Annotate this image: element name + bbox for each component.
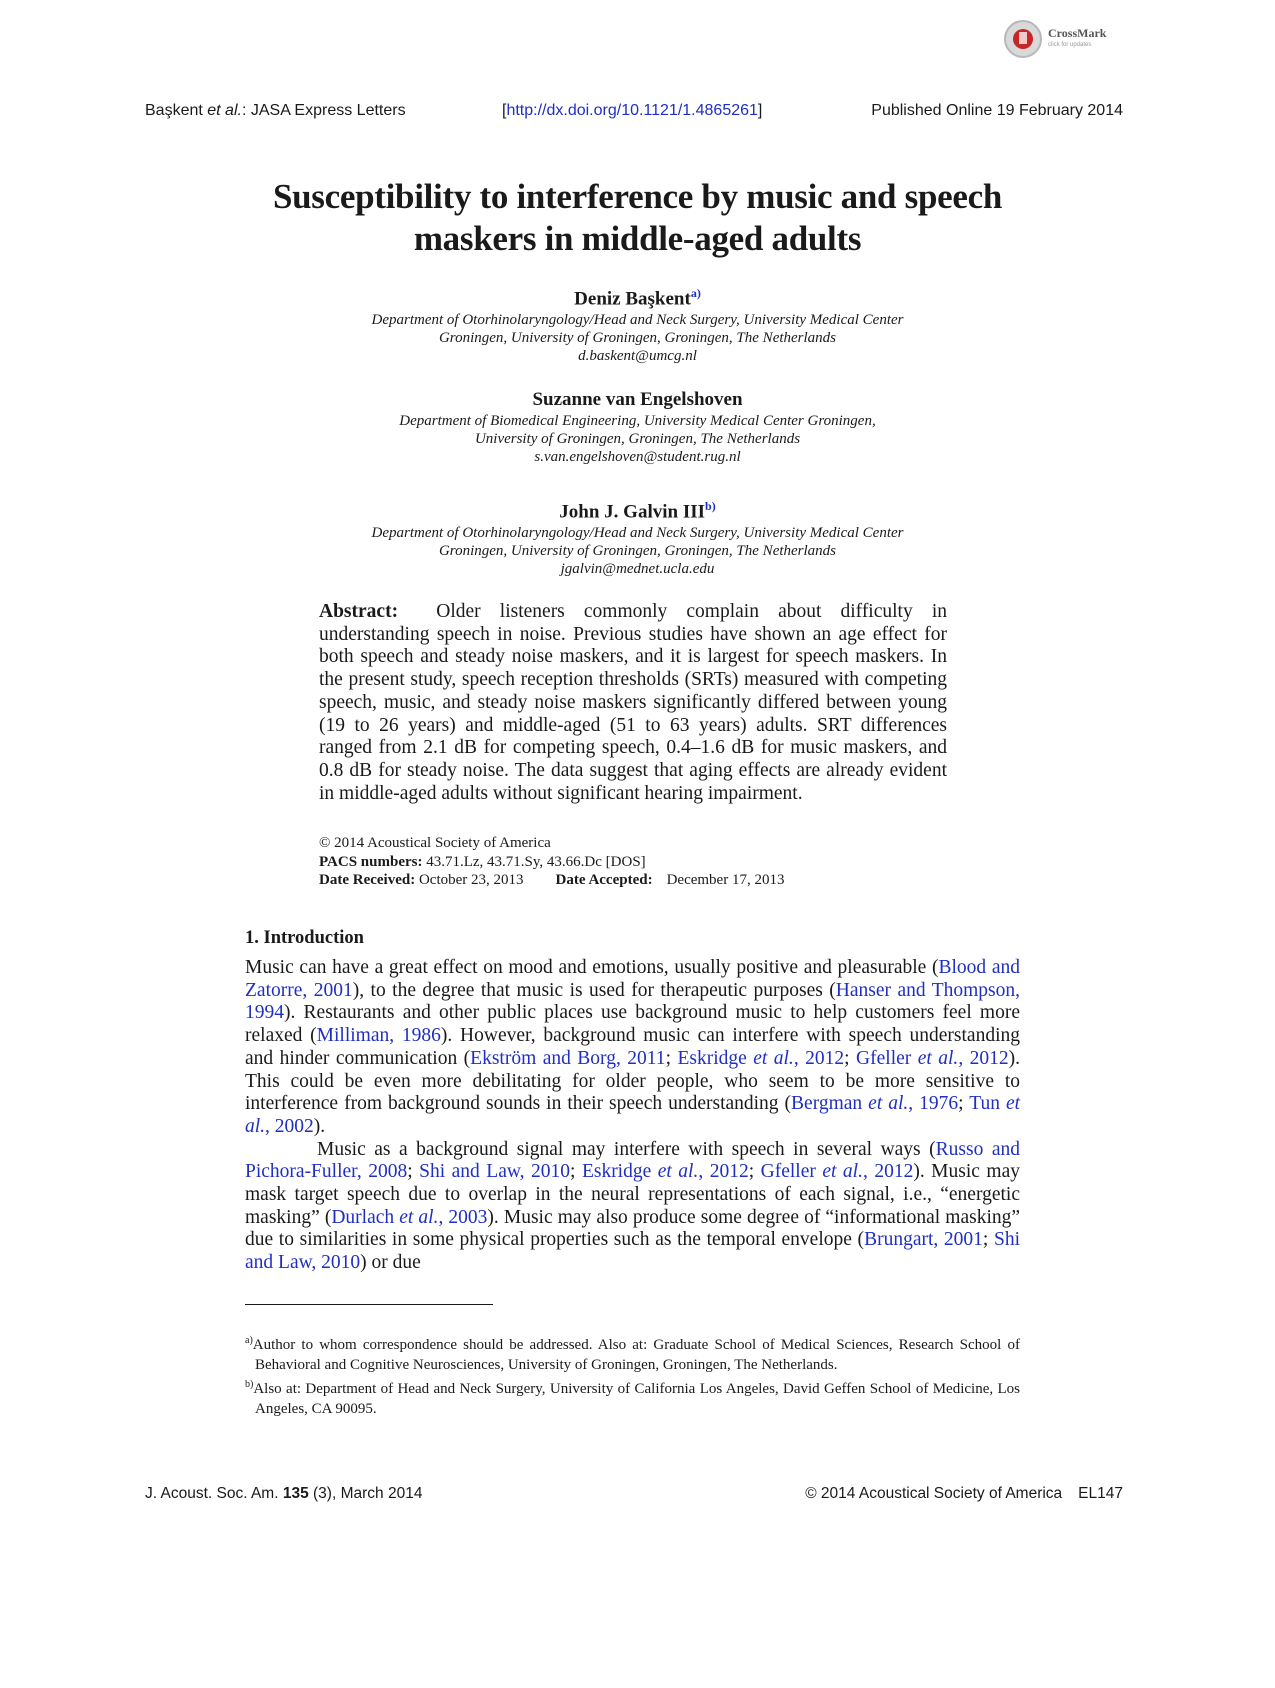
header-published: Published Online 19 February 2014: [871, 102, 1123, 119]
header-author: Başkent: [145, 102, 203, 119]
citation-link[interactable]: , 2012: [793, 1047, 845, 1069]
header-doi: [502, 102, 762, 120]
body-text: ). Music may also produce some degree of “informational masking” due to similarities in some physical properties such as the temporal envelope (: [245, 1206, 1021, 1251]
citation-link[interactable]: Brungart, 2001: [864, 1229, 983, 1251]
accepted-label: Date Accepted:: [555, 872, 653, 888]
abstract-text: Older listeners commonly complain about difficulty in understanding speech in noise. Previous studies have shown an age effect for both speech and steady noise maskers, and it is largest for speech maskers. In the present study, speech reception thresholds (SRTs) measured with competing speech, music, and steady noise maskers significantly differed between young (19 to 26 years) and middle-aged (51 to 63 years) adults. SRT differences ranged from 2.1 dB for competing speech, 0.4–1.6 dB for music maskers, and 0.8 dB for steady noise. The data suggest that aging effects are already evident in middle-aged adults without significant hearing impairment.: [319, 601, 947, 804]
doi-close: ]: [757, 102, 763, 119]
footnote-mark: b): [245, 1379, 254, 1390]
received-label: Date Received:: [319, 872, 416, 888]
citation-link[interactable]: Durlach: [331, 1206, 400, 1228]
footer-issue: (3), March 2014: [308, 1485, 423, 1502]
citation-link[interactable]: Bergman: [791, 1093, 869, 1115]
citation-link[interactable]: et al.: [868, 1093, 909, 1115]
body-text: ;: [407, 1161, 420, 1183]
author-name: [250, 494, 1025, 524]
footer-journal: [145, 1485, 422, 1503]
title-line-2: maskers in middle-aged adults: [413, 219, 862, 258]
crossmark-sub: click for updates: [1048, 42, 1092, 48]
author-affiliation-2: University of Groningen, Groningen, The Netherlands: [474, 431, 801, 447]
author-affiliation-1: Department of Otorhinolaryngology/Head and Neck Surgery, University Medical Center: [371, 525, 904, 542]
citation-link[interactable]: Shi and Law, 2010: [419, 1161, 571, 1183]
footer-volume: 135: [282, 1485, 309, 1502]
author-affiliation-2: Groningen, University of Groningen, Groningen, The Netherlands: [438, 330, 837, 347]
citation-link[interactable]: et al.: [657, 1161, 699, 1183]
abstract-label: Abstract:: [319, 601, 399, 622]
intro-body: [245, 957, 1020, 1275]
footnote-rule: [245, 1304, 493, 1305]
author-email: d.baskent@umcg.nl: [578, 348, 697, 365]
citation-link[interactable]: et al.: [917, 1047, 959, 1069]
intro-paragraph-2: [245, 1139, 1020, 1275]
crossmark-word: CrossMark: [1048, 26, 1107, 40]
citation-link[interactable]: Eskridge: [677, 1047, 754, 1069]
footnote-b: [245, 1375, 1020, 1419]
author-email: s.van.engelshoven@student.rug.nl: [534, 449, 741, 465]
citation-link[interactable]: , 2012: [698, 1161, 749, 1183]
author-block-3: [250, 494, 1025, 578]
citation-link[interactable]: et al.: [822, 1161, 863, 1183]
received-value: October 23, 2013: [418, 872, 524, 888]
header-citation: [145, 102, 406, 120]
footer-journal-name: J. Acoust. Soc. Am.: [145, 1485, 283, 1502]
article-meta: [319, 834, 959, 890]
intro-paragraph-1: [245, 957, 1020, 1139]
author-email: jgalvin@mednet.ucla.edu: [560, 561, 715, 578]
body-text: ). Restaurants and other public places use background music to help customers feel more relaxed (: [245, 1002, 1020, 1047]
author-footnote-mark[interactable]: a): [690, 286, 701, 300]
citation-link[interactable]: et al.: [399, 1206, 439, 1228]
header-journal: : JASA Express Letters: [241, 102, 406, 119]
citation-link[interactable]: Russo and Pichora-Fuller, 2008: [245, 1138, 1021, 1183]
citation-link[interactable]: , 1976: [908, 1093, 959, 1115]
running-header: [145, 102, 1123, 124]
citation-link[interactable]: Gfeller: [760, 1161, 823, 1183]
author-name-text: John J. Galvin III: [559, 501, 706, 523]
crossmark-icon: [1004, 20, 1042, 58]
body-text: Music as a background signal may interfere with speech in several ways (: [317, 1138, 936, 1160]
author-name: [250, 388, 1025, 412]
body-text: ). Music may mask target speech due to overlap in the neural representations of each signal, i.e., “energetic masking” (: [245, 1161, 1020, 1228]
body-text: ). However, background music can interfere with speech understanding and hinder communication (: [245, 1025, 1020, 1069]
body-text: Music can have a great effect on mood and emotions, usually positive and pleasurable (: [245, 957, 939, 978]
page-footer: [145, 1485, 1123, 1505]
footer-right: [805, 1485, 1123, 1503]
body-text: ;: [665, 1047, 678, 1069]
citation-link[interactable]: , 2012: [862, 1161, 914, 1183]
doi-link[interactable]: http://dx.doi.org/10.1121/1.4865261: [506, 102, 758, 119]
pacs-value: 43.71.Lz, 43.71.Sy, 43.66.Dc [DOS]: [426, 853, 646, 870]
body-text: ), to the degree that music is used for therapeutic purposes (: [352, 979, 836, 1001]
body-text: ;: [570, 1161, 582, 1183]
footnote-text: Also at: Department of Head and Neck Surgery, University of California Los Angeles, David Geffen School of Medicine, Los Angeles, CA 90095.: [253, 1381, 1020, 1417]
abstract: [319, 601, 947, 805]
footnote-text: Author to whom correspondence should be addressed. Also at: Graduate School of Medical Sciences, Research School of Behavioral and Cognitive Neurosciences, University of Groningen, Groningen, The Netherlands.: [252, 1337, 1020, 1373]
body-text: ;: [958, 1093, 970, 1115]
pacs-label: PACS numbers:: [319, 853, 423, 870]
citation-link[interactable]: Ekström and Borg, 2011: [470, 1047, 666, 1069]
citation-link[interactable]: Blood and Zatorre, 2001: [245, 957, 1020, 1001]
citation-link[interactable]: Hanser and Thompson, 1994: [245, 979, 1020, 1024]
author-name-text: Deniz Başkent: [574, 288, 691, 310]
citation-link[interactable]: et al.: [245, 1093, 1021, 1137]
footer-copyright: © 2014 Acoustical Society of America: [805, 1485, 1063, 1502]
author-affiliation-1: Department of Biomedical Engineering, University Medical Center Groningen,: [399, 413, 876, 429]
author-block-1: [250, 281, 1025, 365]
doi-open: [: [502, 102, 507, 119]
body-text: ). This could be even more debilitating for older people, who seem to be more sensitive to interference from background sounds in their speech understanding (: [245, 1047, 1021, 1115]
page-number: EL147: [1078, 1485, 1123, 1502]
author-footnote-mark[interactable]: b): [705, 499, 716, 513]
author-affiliation-2: Groningen, University of Groningen, Groningen, The Netherlands: [438, 543, 837, 560]
author-name: [250, 281, 1025, 311]
crossmark-badge[interactable]: [1004, 18, 1122, 64]
citation-link[interactable]: Eskridge: [581, 1161, 658, 1183]
citation-link[interactable]: Tun: [969, 1093, 1006, 1115]
meta-pacs: [319, 853, 959, 872]
title-line-1: Susceptibility to interference by music and speech: [272, 177, 1003, 216]
citation-link[interactable]: et al.: [753, 1047, 794, 1069]
accepted-value: December 17, 2013: [666, 872, 785, 888]
header-etal: et al.: [207, 102, 242, 119]
citation-link[interactable]: Shi and Law, 2010: [245, 1229, 1020, 1274]
author-affiliation-1: Department of Otorhinolaryngology/Head and Neck Surgery, University Medical Center: [371, 312, 904, 329]
footnote-a: [245, 1331, 1020, 1375]
body-text: ).: [313, 1115, 326, 1137]
body-text: ) or due: [360, 1252, 421, 1274]
citation-link[interactable]: , 2012: [958, 1047, 1009, 1069]
citation-link[interactable]: , 2003: [438, 1206, 488, 1228]
meta-copyright: © 2014 Acoustical Society of America: [319, 835, 551, 851]
footnote-mark: a): [245, 1335, 253, 1346]
footnotes: [245, 1331, 1020, 1419]
citation-link[interactable]: Milliman, 1986: [316, 1025, 441, 1047]
citation-link[interactable]: , 2002: [265, 1115, 314, 1137]
author-name-text: Suzanne van Engelshoven: [532, 389, 743, 410]
body-text: ;: [982, 1229, 994, 1251]
citation-link[interactable]: Gfeller: [856, 1047, 918, 1069]
body-text: ;: [748, 1161, 761, 1183]
body-text: ;: [844, 1047, 857, 1069]
section-heading: 1. Introduction: [245, 928, 364, 948]
paper-title: [200, 176, 1075, 260]
author-block-2: [250, 388, 1025, 466]
meta-dates: [319, 871, 959, 890]
